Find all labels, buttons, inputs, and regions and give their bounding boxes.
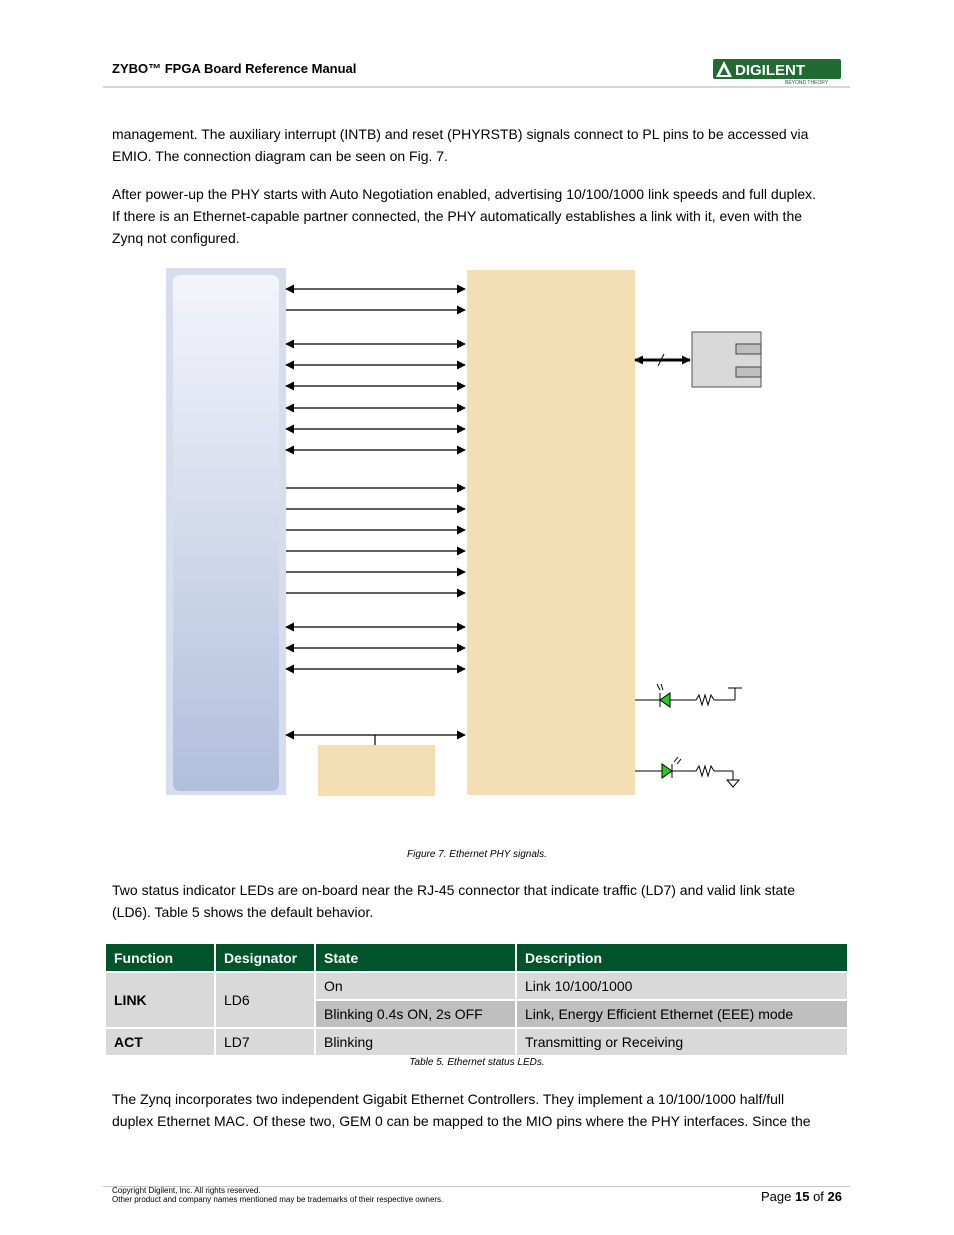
column-header-designator: Designator — [215, 943, 315, 972]
paragraph-line: If there is an Ethernet-capable partner connected, the PHY automatically establishes a link with it, even with the — [112, 208, 803, 224]
description-cell: Link, Energy Efficient Ethernet (EEE) mode — [516, 1000, 848, 1028]
phy-block — [467, 270, 635, 795]
ethernet-phy-diagram — [150, 260, 790, 805]
description-cell: Transmitting or Receiving — [516, 1028, 848, 1056]
document-title: ZYBO™ FPGA Board Reference Manual — [112, 61, 357, 76]
footer-notice — [112, 1186, 443, 1204]
paragraph-line: Two status indicator LEDs are on-board near the RJ-45 connector that indicate traffic (LD7) and valid link state — [112, 882, 795, 898]
paragraph-line: management. The auxiliary interrupt (INTB) and reset (PHYRSTB) signals connect to PL pins to be accessed via — [112, 126, 809, 142]
state-cell: Blinking 0.4s ON, 2s OFF — [315, 1000, 516, 1028]
function-cell: LINK — [105, 972, 215, 1028]
page-number — [761, 1189, 842, 1204]
link-led-icon — [635, 684, 742, 707]
table-row — [105, 1028, 848, 1056]
paragraph-line: EMIO. The connection diagram can be seen on Fig. 7. — [112, 148, 448, 164]
description-cell: Link 10/100/1000 — [516, 972, 848, 1000]
rj45-connector-icon — [692, 332, 761, 387]
page-of: of — [813, 1189, 824, 1204]
ethernet-status-led-table — [104, 942, 849, 1057]
logo-text: DIGILENT — [735, 62, 805, 79]
output-signals — [286, 310, 465, 593]
state-cell: On — [315, 972, 516, 1000]
digilent-logo — [713, 57, 843, 85]
page-prefix: Page — [760, 1189, 792, 1204]
paragraph-2 — [112, 183, 842, 249]
page-current: 15 — [794, 1189, 810, 1204]
logo-tagline: BEYOND THEORY — [785, 80, 829, 85]
paragraph-line: (LD6). Table 5 shows the default behavior. — [112, 904, 374, 920]
column-header-function: Function — [105, 943, 215, 972]
table-header-row — [105, 943, 848, 972]
figure-caption: Figure 7. Ethernet PHY signals. — [407, 849, 547, 860]
designator-cell: LD7 — [215, 1028, 315, 1056]
paragraph-line: The Zynq incorporates two independent Gigabit Ethernet Controllers. They implement a 10/100/1000 half/full — [112, 1091, 785, 1107]
paragraph-3 — [112, 879, 842, 923]
table-caption: Table 5. Ethernet status LEDs. — [409, 1057, 545, 1068]
column-header-description: Description — [516, 943, 848, 972]
paragraph-4 — [112, 1088, 842, 1132]
paragraph-1 — [112, 123, 842, 167]
paragraph-line: duplex Ethernet MAC. Of these two, GEM 0 can be mapped to the MIO pins where the PHY interfaces. Since the — [112, 1113, 811, 1129]
trademark-text: Other product and company names mentioned may be trademarks of their respective owners. — [112, 1195, 444, 1204]
activity-led-icon — [635, 757, 739, 787]
table-row — [105, 972, 848, 1000]
designator-cell: LD6 — [215, 972, 315, 1028]
zynq-block-inner — [173, 275, 279, 791]
paragraph-line: Zynq not configured. — [112, 230, 240, 246]
column-header-state: State — [315, 943, 516, 972]
copyright-text: Copyright Digilent, Inc. All rights reserved. — [112, 1186, 261, 1195]
header-divider — [103, 86, 850, 88]
state-cell: Blinking — [315, 1028, 516, 1056]
bidirectional-signals — [286, 289, 465, 735]
paragraph-line: After power-up the PHY starts with Auto Negotiation enabled, advertising 10/100/1000 link speeds and full duplex. — [112, 186, 817, 202]
page-total: 26 — [827, 1189, 842, 1204]
function-cell: ACT — [105, 1028, 215, 1056]
clock-block — [318, 745, 435, 796]
